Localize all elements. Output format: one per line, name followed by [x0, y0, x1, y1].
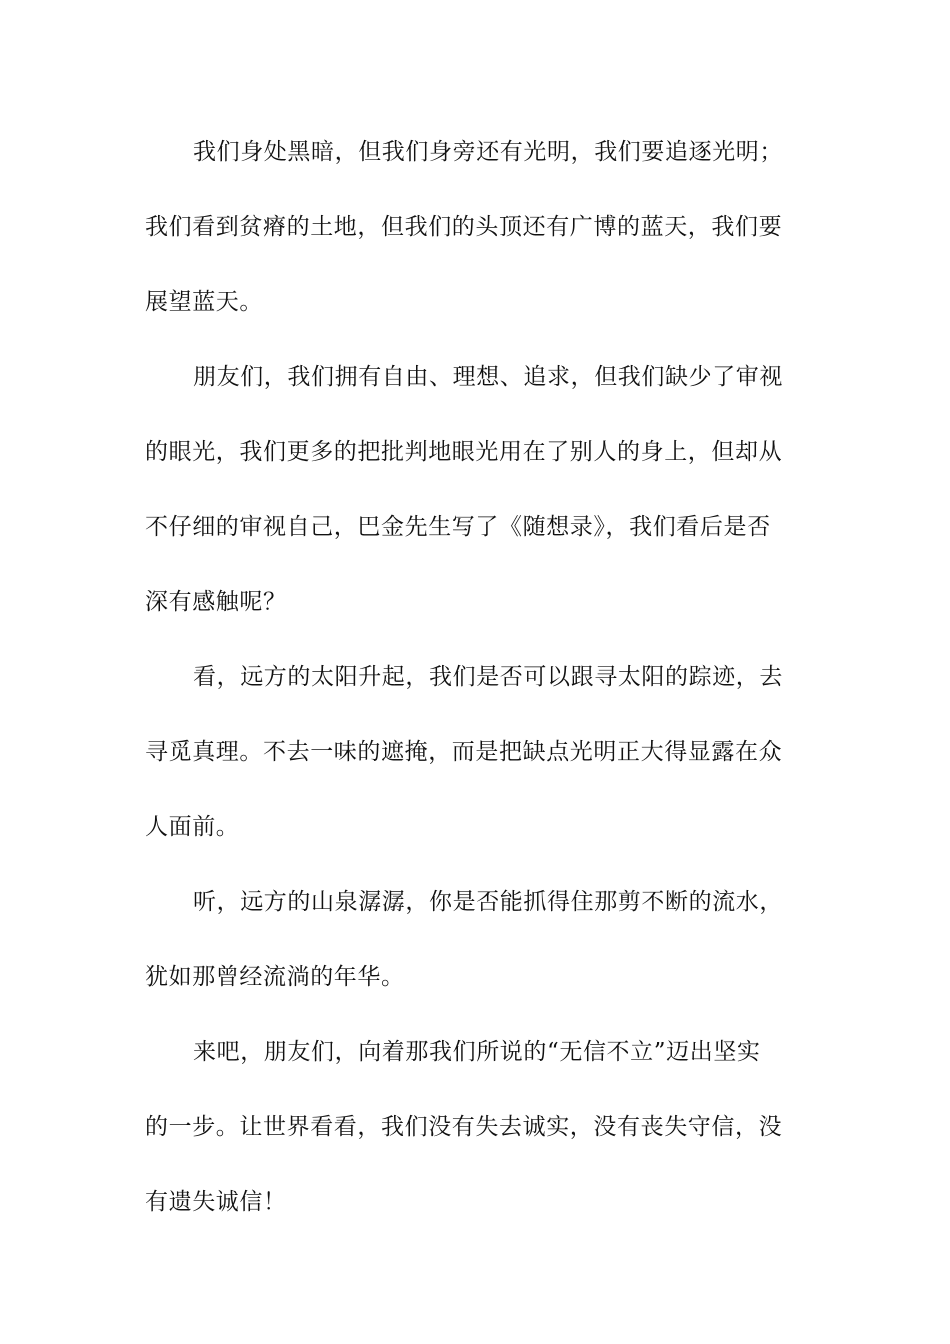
text-line: 人面前。	[145, 814, 240, 840]
text-line: 看，远方的太阳升起，我们是否可以跟寻太阳的踪迹，去	[193, 664, 783, 690]
paragraph-2	[145, 353, 815, 653]
document-body	[145, 128, 815, 1253]
text-line: 我们身处黑暗，但我们身旁还有光明，我们要追逐光明；	[193, 139, 783, 165]
paragraph-4	[145, 878, 815, 1028]
paragraph-5	[145, 1028, 815, 1253]
text-line: 听，远方的山泉潺潺，你是否能抓得住那剪不断的流水，	[193, 889, 783, 915]
paragraph-3	[145, 653, 815, 878]
paragraph-1	[145, 128, 815, 353]
text-line: 寻觅真理。不去一味的遮掩，而是把缺点光明正大得显露在众	[145, 739, 783, 765]
text-line: 的一步。让世界看看，我们没有失去诚实，没有丧失守信，没	[145, 1114, 783, 1140]
text-line: 的眼光，我们更多的把批判地眼光用在了别人的身上，但却从	[145, 439, 783, 465]
text-line: 朋友们，我们拥有自由、理想、追求，但我们缺少了审视	[193, 364, 783, 390]
text-line: 展望蓝天。	[145, 289, 263, 315]
text-line: 深有感触呢？	[145, 589, 287, 615]
text-line: 不仔细的审视自己，巴金先生写了《随想录》，我们看后是否	[145, 514, 771, 540]
text-line: 来吧，朋友们，向着那我们所说的“无信不立”迈出坚实	[193, 1039, 761, 1065]
text-line: 我们看到贫瘠的土地，但我们的头顶还有广博的蓝天，我们要	[145, 214, 783, 240]
text-line: 有遗失诚信！	[145, 1189, 287, 1215]
text-line: 犹如那曾经流淌的年华。	[145, 964, 405, 990]
